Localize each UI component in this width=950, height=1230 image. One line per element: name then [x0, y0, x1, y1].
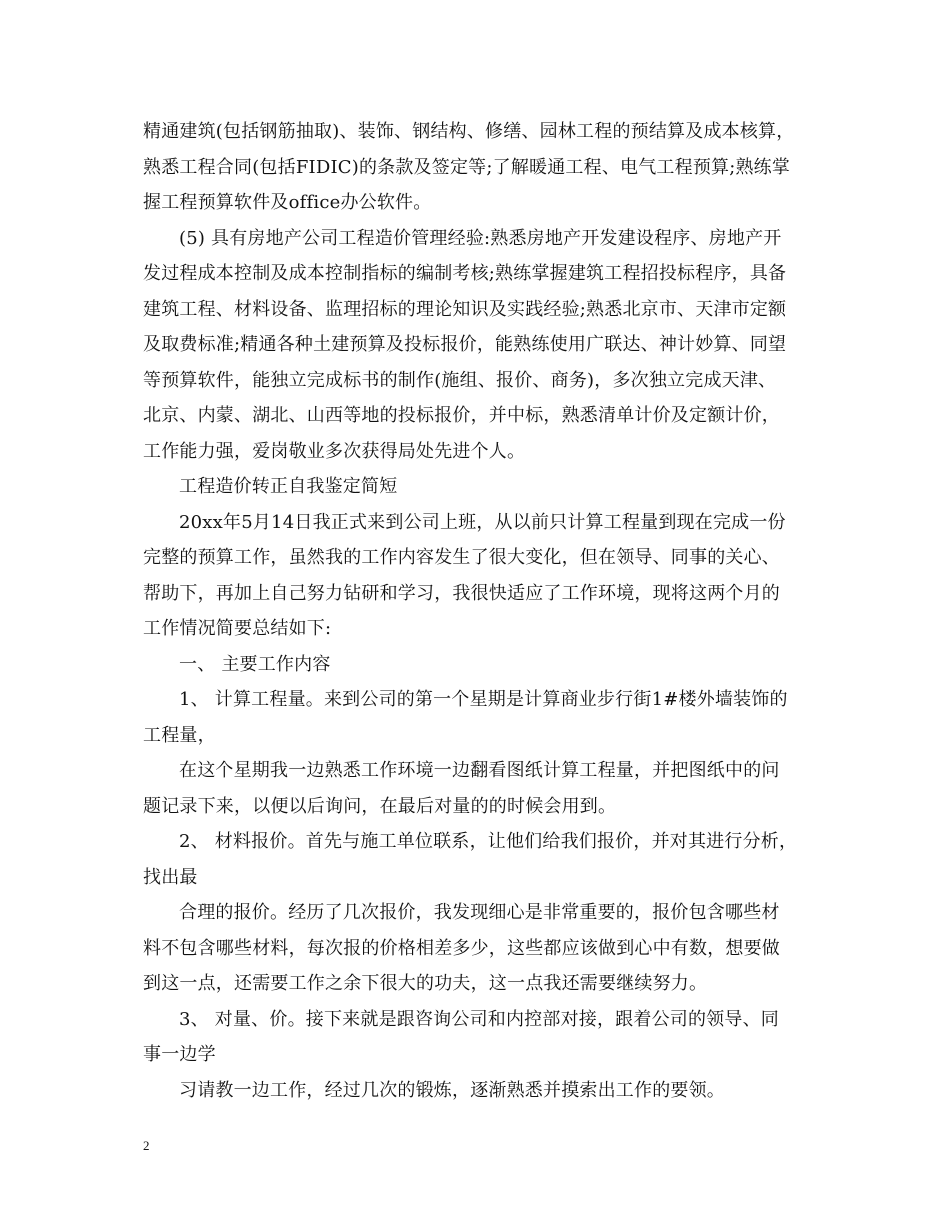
text-line: 发过程成本控制及成本控制指标的编制考核;熟练掌握建筑工程招投标程序，具备: [143, 263, 787, 284]
text-line: 精通建筑(包括钢筋抽取)、装饰、钢结构、修缮、园林工程的预结算及成本核算，: [143, 121, 795, 142]
text-line: 一、 主要工作内容: [179, 653, 331, 675]
text-line: (5) 具有房地产公司工程造价管理经验:熟悉房地产开发建设程序、房地产开: [179, 227, 782, 249]
section-heading: 工程造价转正自我鉴定简短: [179, 476, 398, 497]
text-line: 料不包含哪些材料，每次报的价格相差多少，这些都应该做到心中有数，想要做: [143, 937, 780, 959]
text-line: 事一边学: [143, 1044, 216, 1065]
text-line: 找出最: [143, 866, 198, 888]
text-line: 到这一点，还需要工作之余下很大的功夫，这一点我还需要继续努力。: [143, 973, 708, 994]
text-line: 1、 计算工程量。来到公司的第一个星期是计算商业步行街1#楼外墙装饰的: [179, 689, 788, 710]
text-line: 及取费标准;精通各种土建预算及投标报价，能熟练使用广联达、神计妙算、同望: [143, 334, 787, 355]
document-body: [143, 114, 833, 1108]
text-line: 合理的报价。经历了几次报价，我发现细心是非常重要的，报价包含哪些材: [179, 902, 780, 923]
text-line: 熟悉工程合同(包括FIDIC)的条款及签定等;了解暖通工程、电气工程预算;熟练掌: [143, 156, 791, 178]
text-line: 题记录下来，以便以后询问，在最后对量的的时候会用到。: [143, 795, 617, 817]
text-line: 20xx年5月14日我正式来到公司上班，从以前只计算工程量到现在完成一份: [179, 511, 786, 533]
text-line: 工作能力强，爱岗敬业多次获得局处先进个人。: [143, 440, 526, 462]
text-line: 建筑工程、材料设备、监理招标的理论知识及实践经验;熟悉北京市、天津市定额: [143, 298, 787, 320]
text-line: 等预算软件，能独立完成标书的制作(施组、报价、商务)，多次独立完成天津、: [143, 369, 777, 391]
text-line: 帮助下，再加上自己努力钻研和学习，我很快适应了工作环境，现将这两个月的: [143, 582, 780, 604]
text-line: 完整的预算工作，虽然我的工作内容发生了很大变化，但在领导、同事的关心、: [143, 547, 780, 568]
text-line: 3、 对量、价。接下来就是跟咨询公司和内控部对接，跟着公司的领导、同: [179, 1008, 779, 1030]
text-line: 工程量，: [143, 724, 216, 746]
text-line: 北京、内蒙、湖北、山西等地的投标报价，并中标，熟悉清单计价及定额计价，: [143, 405, 780, 426]
text-line: 在这个星期我一边熟悉工作环境一边翻看图纸计算工程量，并把图纸中的问: [179, 760, 780, 781]
text-line: 2、 材料报价。首先与施工单位联系，让他们给我们报价，并对其进行分析，: [179, 831, 798, 852]
text-line: 习请教一边工作，经过几次的锻炼，逐渐熟悉并摸索出工作的要领。: [179, 1079, 725, 1101]
text-line: 握工程预算软件及office办公软件。: [143, 192, 432, 213]
text-line: 工作情况简要总结如下:: [143, 618, 332, 639]
page-number: 2: [143, 1138, 150, 1153]
